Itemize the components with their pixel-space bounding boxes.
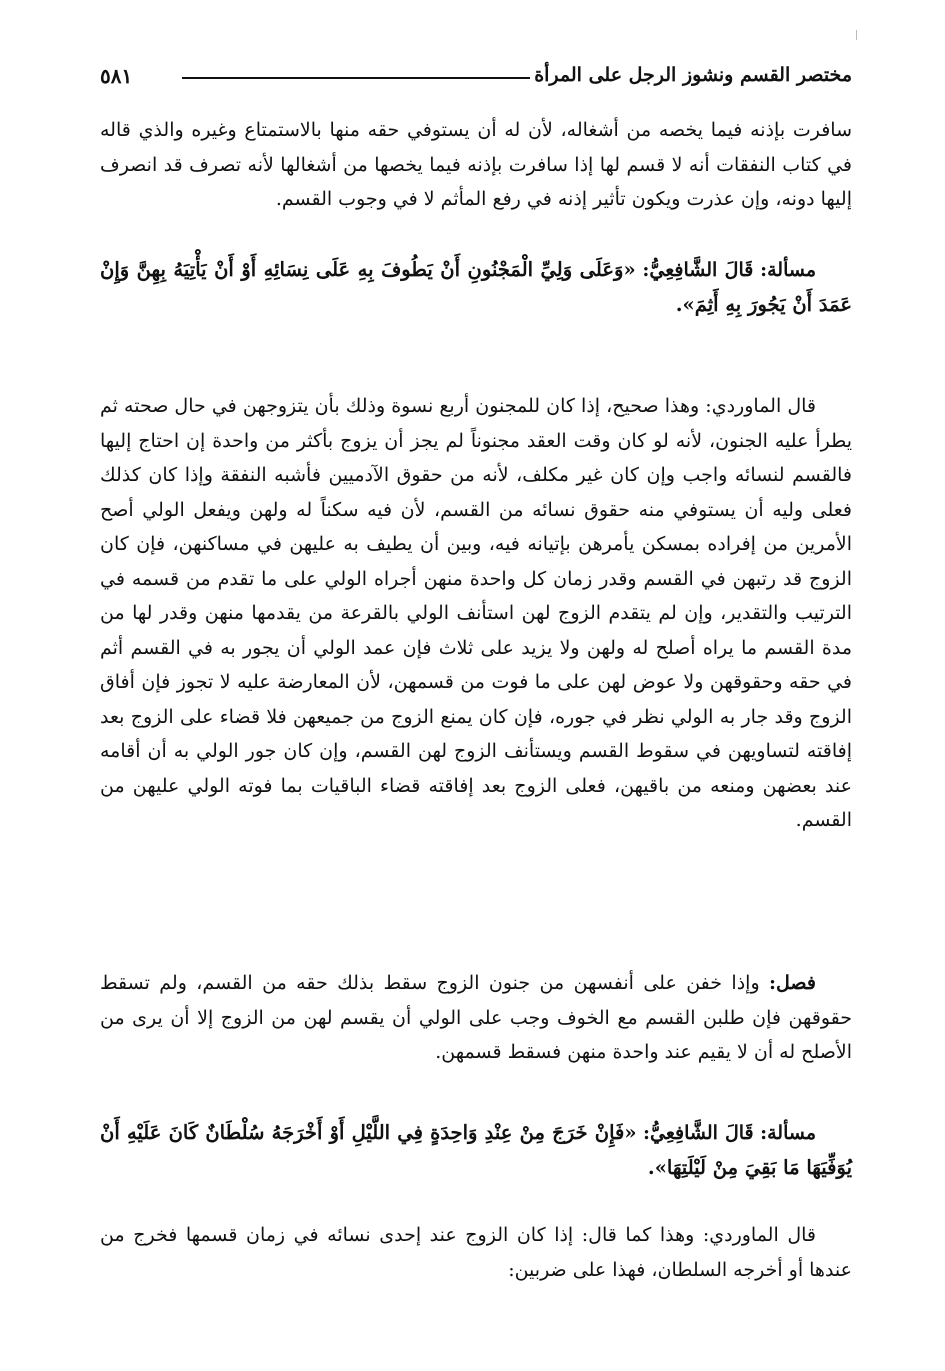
masala-1-speaker: قَالَ الشَّافِعِيُّ: xyxy=(642,259,754,281)
fasl-text xyxy=(100,966,852,1070)
masala-1-label: مسألة: xyxy=(760,259,816,281)
masala-2-quote: «فَإِنْ خَرَجَ مِنْ عِنْدِ وَاحِدَةٍ فِي اللَّيْلِ أَوْ أَخْرَجَهُ سُلْطَانٌ كَانَ عَلَيْهِ أَنْ يُوَفِّيَهَا مَا بَقِيَ مِنْ لَيْلَتِهَا». xyxy=(100,1121,852,1179)
paragraph-1-text: سافرت بإذنه فيما يخصه من أشغاله، لأن له أن يستوفي حقه منها بالاستمتاع وغيره والذي قاله في كتاب النفقات أنه لا قسم لها إذا سافرت بإذنه فيما يخصها من أشغالها لأنه تصرف قد انصرف إليها دونه، وإن عذرت ويكون تأثير إذنه في رفع المأثم لا في وجوب القسم. xyxy=(100,119,852,210)
masala-2-speaker: قَالَ الشَّافِعِيُّ: xyxy=(643,1122,754,1144)
paragraph-2 xyxy=(100,389,852,838)
paragraph-3 xyxy=(100,1218,852,1287)
masala-2 xyxy=(100,1116,852,1185)
paragraph-3-text: قال الماوردي: وهذا كما قال: إذا كان الزوج عند إحدى نسائه في زمان قسمها فخرج من عندها أو أخرجه السلطان، فهذا على ضربين: xyxy=(100,1224,852,1281)
masala-1-text xyxy=(100,253,852,322)
masala-2-label: مسألة: xyxy=(760,1122,816,1144)
header-rule xyxy=(182,77,530,79)
masala-1-quote: «وَعَلَى وَلِيِّ الْمَجْنُونِ أَنْ يَطُوفَ بِهِ عَلَى نِسَائِهِ أَوْ أَنْ يَأْتِيَهُ بِهِنَّ وَإِنْ عَمَدَ أَنْ يَجُورَ بِهِ أَثِمَ». xyxy=(100,258,852,316)
masala-1 xyxy=(100,253,852,322)
page-number: ٥٨١ xyxy=(100,64,133,88)
paragraph-1 xyxy=(100,113,852,217)
fasl-body: وإذا خفن على أنفسهن من جنون الزوج سقط بذلك حقه من القسم، ولم تسقط حقوقهن فإن طلبن القسم مع الخوف وجب على الولي أن يقسم لهن من الزوج إلا أن يرى من الأصلح له أن لا يقيم عند واحدة منهن فسقط قسمهن. xyxy=(100,972,852,1063)
header-title: مختصر القسم ونشوز الرجل على المرأة xyxy=(534,64,852,86)
paragraph-2-text: قال الماوردي: وهذا صحيح، إذا كان للمجنون أربع نسوة وذلك بأن يتزوجهن في حال صحته ثم يطرأ عليه الجنون، لأنه لو كان وقت العقد مجنوناً لم يجز أن يزوج بأكثر من واحدة إن احتاج إليها فالقسم لنسائه واجب وإن كان غير مكلف، لأنه من حقوق الآدميين فأشبه النفقة وإذا كان كذلك فعلى وليه أن يستوفي منه حقوق نسائه من القسم، لأن فيه سكناً له ولهن ويفعل الولي أصح الأمرين من إفراده بمسكن يأمرهن بإتيانه فيه، وبين أن يطيف به عليهن في مساكنهن، فإن كان الزوج قد رتبهن في القسم وقدر زمان كل واحدة منهن أجراه الولي على ما تقدم من قسمه في الترتيب والتقدير، وإن لم يتقدم الزوج لهن استأنف الولي بالقرعة من يقدمها منهن وقدر لها من مدة القسم ما يراه أصلح له ولهن ولا يزيد على ثلاث فإن عمد الولي أن يجور به في القسم أثم في حقه وحقوقهن ولا عوض لهن على ما فوت من قسمهن، لأن المعارضة عليه لا تجوز فإن أفاق الزوج وقد جار به الولي نظر في جوره، فإن كان يمنع الزوج من جميعهن فلا قضاء على الزوج بعد إفاقته لتساويهن في سقوط القسم ويستأنف الزوج لهن القسم، وإن كان جور الولي به أن أقامه عند بعضهن ومنعه من باقيهن، فعلى الزوج بعد إفاقته قضاء الباقيات بما فوته الولي عليهن من القسم. xyxy=(100,395,852,831)
running-header xyxy=(100,64,852,98)
fasl-label: فصل: xyxy=(769,972,816,994)
scan-mark xyxy=(856,30,857,40)
masala-2-text xyxy=(100,1116,852,1185)
fasl-section xyxy=(100,966,852,1070)
